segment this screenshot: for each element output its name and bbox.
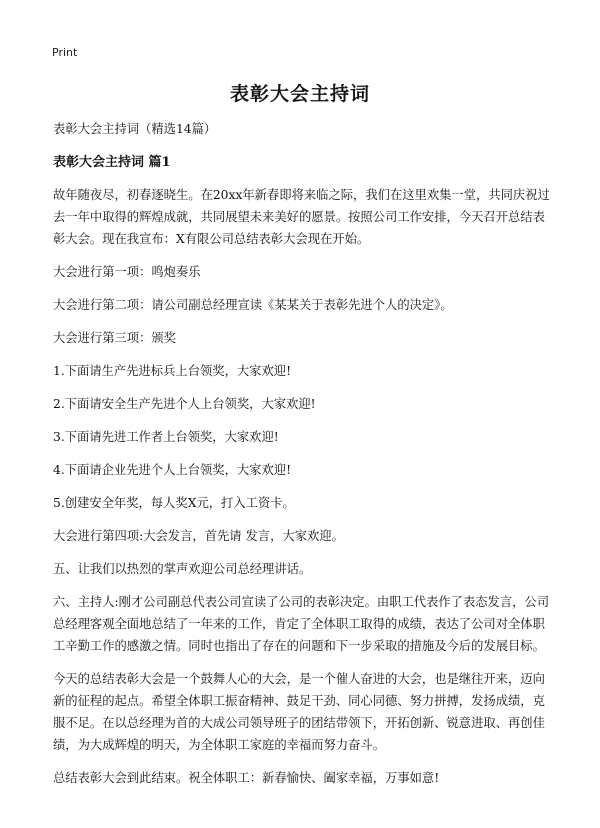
paragraph-closing-speech: 今天的总结表彰大会是一个鼓舞人心的大会，是一个催人奋进的大会，也是继往开来，迈向新的征程的起点。希望全体职工振奋精神、鼓足干劲、同心同德、努力拼搏，发扬成绩，克服不足。在以总经理为首的大成公司领导班子的团结带领下，开拓创新、锐意进取、再创佳绩，为大成辉煌的明天，为全体职工家庭的幸福而努力奋斗。 xyxy=(53,672,545,752)
paragraph-award-3: 3.下面请先进工作者上台领奖，大家欢迎! xyxy=(53,430,279,444)
paragraph-agenda-item-4: 大会进行第四项:大会发言，首先请 发言，大家欢迎。 xyxy=(53,529,344,543)
paragraph-conclusion: 总结表彰大会到此结束。祝全体职工：新春愉快、阖家幸福，万事如意! xyxy=(53,771,440,785)
paragraph-opening: 故年随夜尽，初春逐晓生。在20xx年新春即将来临之际，我们在这里欢集一堂，共同庆祝过去一年中取得的辉煌成就，共同展望未来美好的愿景。按照公司工作安排，今天召开总结表彰大会。现在我宣布：X有限公司总结表彰大会现在开始。 xyxy=(53,188,550,246)
section-heading: 表彰大会主持词 篇1 xyxy=(53,155,171,170)
paragraph-agenda-item-5: 五、让我们以热烈的掌声欢迎公司总经理讲话。 xyxy=(53,562,312,576)
paragraph-agenda-item-2: 大会进行第二项：请公司副总经理宣读《某某关于表彰先进个人的决定》。 xyxy=(53,298,453,312)
paragraph-award-2: 2.下面请安全生产先进个人上台领奖，大家欢迎! xyxy=(53,397,316,411)
print-label: Print xyxy=(52,46,78,59)
paragraph-award-5: 5.创建安全年奖，每人奖X元，打入工资卡。 xyxy=(53,496,295,510)
document-body xyxy=(53,118,553,800)
paragraph-award-4: 4.下面请企业先进个人上台领奖，大家欢迎! xyxy=(53,463,292,477)
document-title: 表彰大会主持词 xyxy=(229,83,370,105)
document-subtitle: 表彰大会主持词（精选14篇） xyxy=(53,122,217,136)
paragraph-award-1: 1.下面请生产先进标兵上台领奖，大家欢迎! xyxy=(53,364,292,378)
paragraph-agenda-item-1: 大会进行第一项：鸣炮奏乐 xyxy=(53,265,201,279)
paragraph-agenda-item-3: 大会进行第三项：颁奖 xyxy=(53,331,176,345)
paragraph-host-summary: 六、主持人:刚才公司副总代表公司宣读了公司的表彰决定。由职工代表作了表态发言，公司总经理客观全面地总结了一年来的工作，肯定了全体职工取得的成绩，表达了公司对全体职工辛勤工作的感激之情。同时也指出了存在的问题和下一步采取的措施及今后的发展目标。 xyxy=(53,595,550,653)
